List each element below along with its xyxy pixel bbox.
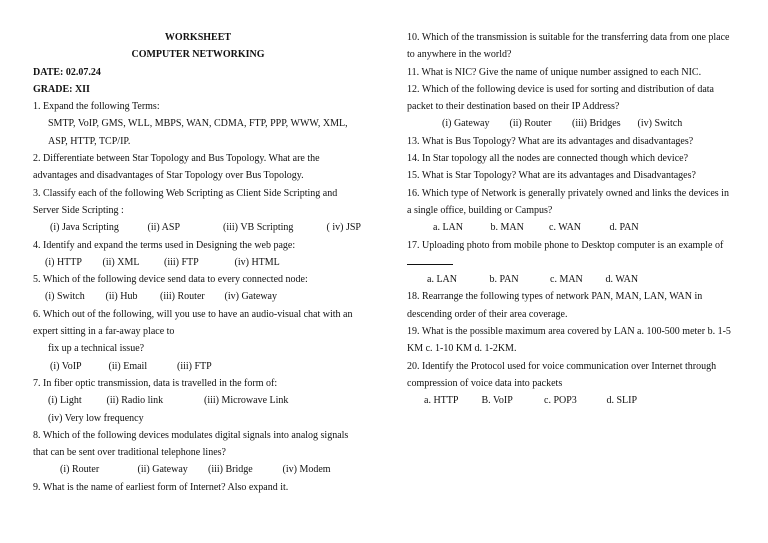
question-5-options bbox=[33, 288, 363, 305]
question-7-option: (ii) Radio link bbox=[106, 395, 164, 407]
question-13: 13. What is Bus Topology? What are its advantages and disadvantages? bbox=[407, 135, 694, 147]
question-14: 14. In Star topology all the nodes are connected though which device? bbox=[407, 153, 689, 165]
question-12-option: (ii) Router bbox=[509, 118, 552, 130]
question-7: 7. In fiber optic transmission, data is travelled in the form of: bbox=[33, 377, 278, 389]
question-6-options bbox=[33, 358, 363, 375]
question-8-option: (iv) Modem bbox=[282, 464, 331, 476]
question-17-option: d. WAN bbox=[605, 274, 639, 286]
question-6-option: (iii) FTP bbox=[177, 360, 212, 372]
question-7-option: (i) Light bbox=[48, 395, 82, 407]
question-18-line2: descending order of their area coverage. bbox=[407, 308, 568, 320]
question-20-option: d. SLIP bbox=[606, 395, 638, 407]
worksheet-grade: GRADE: XII bbox=[33, 83, 90, 95]
question-20-option: B. VoIP bbox=[481, 395, 513, 407]
question-5-option: (ii) Hub bbox=[105, 291, 138, 303]
worksheet-date: DATE: 02.07.24 bbox=[33, 66, 101, 78]
question-6-line3: fix up a technical issue? bbox=[48, 343, 145, 355]
question-19-line1: 19. What is the possible maximum area covered by LAN a. 100-500 meter b. 1-5 bbox=[407, 326, 731, 338]
question-3-option: ( iv) JSP bbox=[326, 222, 361, 234]
question-4-option: (iv) HTML bbox=[234, 256, 280, 268]
question-4-option: (ii) XML bbox=[102, 256, 140, 268]
question-8-options bbox=[33, 461, 363, 478]
question-17-option: a. LAN bbox=[427, 274, 457, 286]
question-3-line2: Server Side Scripting : bbox=[33, 204, 124, 216]
question-10-line2: to anywhere in the world? bbox=[407, 49, 512, 61]
question-19-line2: KM c. 1-10 KM d. 1-2KM. bbox=[407, 343, 517, 355]
question-9: 9. What is the name of earliest form of Internet? Also expand it. bbox=[33, 481, 289, 493]
question-4-options bbox=[33, 254, 363, 271]
worksheet-subject: COMPUTER NETWORKING bbox=[131, 49, 265, 61]
question-17-option: c. MAN bbox=[550, 274, 583, 286]
question-2-line2: advantages and disadvantages of Star Topology over Bus Topology. bbox=[33, 170, 304, 182]
question-10-line1: 10. Which of the transmission is suitable for the transferring data from one place bbox=[407, 32, 730, 43]
question-4-option: (iii) FTP bbox=[164, 256, 199, 268]
question-1-terms-line2: ASP, HTTP, TCP/IP. bbox=[48, 135, 131, 147]
question-8-option: (iii) Bridge bbox=[208, 464, 253, 476]
question-12-option: (iv) Switch bbox=[637, 118, 683, 130]
question-1-terms-line1: SMTP, VoIP, GMS, WLL, MBPS, WAN, CDMA, FTP, PPP, WWW, XML, bbox=[48, 118, 348, 130]
question-6-line1: 6. Which out of the following, will you use to have an audio-visual chat with an bbox=[33, 308, 353, 320]
question-7-options bbox=[33, 392, 363, 409]
question-12-options bbox=[407, 115, 737, 132]
question-6-option: (ii) Email bbox=[108, 360, 148, 372]
question-4-option: (i) HTTP bbox=[45, 256, 82, 268]
question-17-answer-blank bbox=[407, 254, 737, 271]
question-8-line1: 8. Which of the following devices modulates digital signals into analog signals bbox=[33, 429, 349, 441]
answer-blank-line bbox=[407, 255, 453, 265]
question-5-option: (i) Switch bbox=[45, 291, 85, 303]
question-6-line2: expert sitting in a far-away place to bbox=[33, 326, 175, 338]
question-16-option: c. WAN bbox=[549, 222, 582, 234]
question-3-option: (iii) VB Scripting bbox=[223, 222, 294, 234]
question-17-options bbox=[407, 271, 737, 288]
question-3-line1: 3. Classify each of the following Web Scripting as Client Side Scripting and bbox=[33, 187, 338, 199]
question-3-option: (ii) ASP bbox=[147, 222, 181, 234]
question-20-option: a. HTTP bbox=[424, 395, 459, 407]
question-3-options bbox=[33, 219, 363, 236]
question-1: 1. Expand the following Terms: bbox=[33, 101, 160, 113]
question-20-line2: compression of voice data into packets bbox=[407, 377, 563, 389]
question-18-line1: 18. Rearrange the following types of network PAN, MAN, LAN, WAN in bbox=[407, 291, 703, 303]
question-12-line2: packet to their destination based on their IP Address? bbox=[407, 101, 620, 113]
question-16-options bbox=[407, 219, 737, 236]
question-15: 15. What is Star Topology? What are its advantages and Disadvantages? bbox=[407, 170, 696, 182]
question-16-option: a. LAN bbox=[433, 222, 463, 234]
question-11: 11. What is NIC? Give the name of unique number assigned to each NIC. bbox=[407, 66, 702, 78]
question-20-option: c. POP3 bbox=[544, 395, 577, 407]
question-8-option: (ii) Gateway bbox=[137, 464, 188, 476]
right-column bbox=[407, 29, 737, 410]
question-8-line2: that can be sent over traditional telephone lines? bbox=[33, 447, 226, 459]
question-5-option: (iv) Gateway bbox=[224, 291, 277, 303]
question-17: 17. Uploading photo from mobile phone to Desktop computer is an example of bbox=[407, 239, 724, 251]
question-12-option: (i) Gateway bbox=[442, 118, 490, 130]
question-16-option: b. MAN bbox=[490, 222, 524, 234]
question-8-option: (i) Router bbox=[60, 464, 100, 476]
left-column bbox=[33, 29, 363, 496]
question-4: 4. Identify and expand the terms used in Designing the web page: bbox=[33, 239, 296, 251]
question-16-option: d. PAN bbox=[609, 222, 639, 234]
question-20-options bbox=[407, 392, 737, 409]
question-12-option: (iii) Bridges bbox=[572, 118, 621, 130]
question-3-option: (i) Java Scripting bbox=[50, 222, 119, 234]
question-5: 5. Which of the following device send data to every connected node: bbox=[33, 274, 308, 286]
worksheet-title: WORKSHEET bbox=[164, 32, 232, 43]
question-7-option: (iii) Microwave Link bbox=[204, 395, 289, 407]
question-17-option: b. PAN bbox=[489, 274, 519, 286]
question-20-line1: 20. Identify the Protocol used for voice communication over Internet through bbox=[407, 360, 717, 372]
question-16-line1: 16. Which type of Network is generally privately owned and links the devices in bbox=[407, 187, 729, 199]
question-12-line1: 12. Which of the following device is used for sorting and distribution of data bbox=[407, 83, 714, 95]
question-16-line2: a single office, building or Campus? bbox=[407, 204, 553, 216]
question-6-option: (i) VoIP bbox=[50, 360, 82, 372]
question-7-option-4: (iv) Very low frequency bbox=[48, 412, 144, 424]
question-2-line1: 2. Differentiate between Star Topology and Bus Topology. What are the bbox=[33, 153, 320, 165]
question-5-option: (iii) Router bbox=[160, 291, 205, 303]
